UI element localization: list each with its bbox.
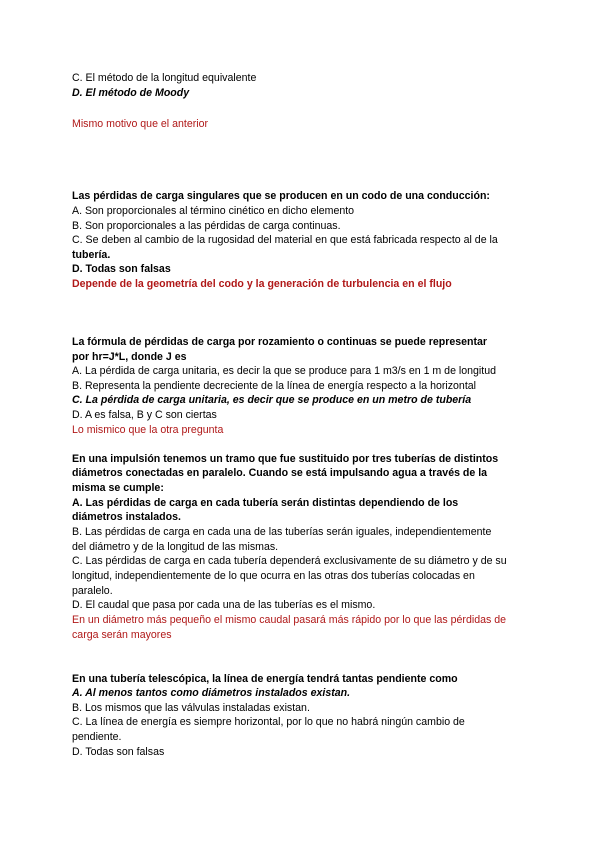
option-a: A. Son proporcionales al término cinético en dicho elemento bbox=[72, 205, 355, 217]
answer-note: Mismo motivo que el anterior bbox=[72, 118, 209, 130]
question-title: Las pérdidas de carga singulares que se producen en un codo de una conducción: bbox=[72, 190, 490, 202]
option-c-correct: C. La pérdida de carga unitaria, es decir que se produce en un metro de tubería bbox=[72, 394, 472, 406]
answer-note: Depende de la geometría del codo y la generación de turbulencia en el flujo bbox=[72, 278, 452, 290]
option-c-cont: pendiente. bbox=[72, 731, 122, 743]
question-title: En una tubería telescópica, la línea de energía tendrá tantas pendiente como bbox=[72, 673, 458, 685]
answer-note-cont: carga serán mayores bbox=[72, 629, 172, 641]
option-d: D. Todas son falsas bbox=[72, 746, 165, 758]
option-c-cont: tubería. bbox=[72, 249, 111, 261]
option-b: B. Los mismos que las válvulas instaladas existan. bbox=[72, 702, 310, 714]
option-b: B. Son proporcionales a las pérdidas de carga continuas. bbox=[72, 220, 341, 232]
answer-note: En un diámetro más pequeño el mismo caudal pasará más rápido por lo que las pérdidas de bbox=[72, 614, 507, 626]
question-title-cont: por hr=J*L, donde J es bbox=[72, 351, 187, 363]
option-c: C. Las pérdidas de carga en cada tubería dependerá exclusivamente de su diámetro y de su bbox=[72, 555, 507, 567]
option-b: B. Representa la pendiente decreciente de la línea de energía respecto a la horizontal bbox=[72, 380, 477, 392]
question-title-cont: diámetros conectadas en paralelo. Cuando se está impulsando agua a través de la bbox=[72, 467, 488, 479]
option-d: D. A es falsa, B y C son ciertas bbox=[72, 409, 217, 421]
option-c: C. La línea de energía es siempre horizontal, por lo que no habrá ningún cambio de bbox=[72, 716, 465, 728]
option-c: C. Se deben al cambio de la rugosidad del material en que está fabricada respecto al de la bbox=[72, 234, 498, 246]
option-b-cont: del diámetro y de la longitud de las mismas. bbox=[72, 541, 279, 553]
question-title: La fórmula de pérdidas de carga por rozamiento o continuas se puede representar bbox=[72, 336, 488, 348]
question-title: En una impulsión tenemos un tramo que fue sustituido por tres tuberías de distintos bbox=[72, 453, 499, 465]
option-b: B. Las pérdidas de carga en cada una de las tuberías serán iguales, independientemente bbox=[72, 526, 492, 538]
answer-note: Lo mismico que la otra pregunta bbox=[72, 424, 224, 436]
option-a-correct: A. Las pérdidas de carga en cada tubería serán distintas dependiendo de los bbox=[72, 497, 459, 509]
option-c-cont: paralelo. bbox=[72, 585, 113, 597]
question-title-cont: misma se cumple: bbox=[72, 482, 164, 494]
option-d: D. El caudal que pasa por cada una de las tuberías es el mismo. bbox=[72, 599, 376, 611]
option-d-correct: D. Todas son falsas bbox=[72, 263, 171, 275]
option-a-correct-cont: diámetros instalados. bbox=[72, 511, 181, 523]
option-a: A. La pérdida de carga unitaria, es decir la que se produce para 1 m3/s en 1 m de longitud bbox=[72, 365, 497, 377]
option-c-cont: longitud, independientemente de lo que ocurra en las otras dos tuberías colocadas en bbox=[72, 570, 475, 582]
option-a-correct: A. Al menos tantos como diámetros instalados existan. bbox=[72, 687, 351, 699]
option-c: C. El método de la longitud equivalente bbox=[72, 72, 257, 84]
option-d-correct: D. El método de Moody bbox=[72, 87, 190, 99]
